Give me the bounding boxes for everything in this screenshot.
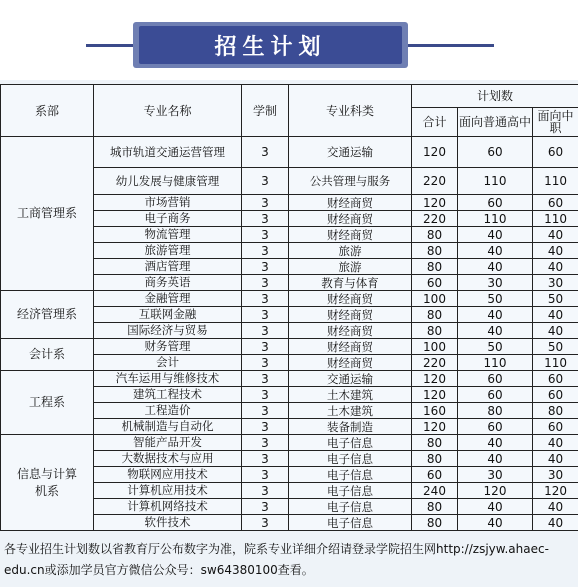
total-cell: 80 (412, 227, 458, 243)
years-cell: 3 (242, 387, 289, 403)
vocational-cell: 60 (533, 419, 578, 435)
vocational-cell: 60 (533, 137, 578, 168)
vocational-cell: 40 (533, 259, 578, 275)
category-cell: 旅游 (289, 259, 412, 275)
years-cell: 3 (242, 137, 289, 168)
total-cell: 120 (412, 195, 458, 211)
title-box (139, 26, 402, 64)
years-cell: 3 (242, 467, 289, 483)
years-cell: 3 (242, 515, 289, 531)
vocational-cell: 80 (533, 403, 578, 419)
major-cell: 旅游管理 (94, 243, 242, 259)
major-cell: 金融管理 (94, 291, 242, 307)
total-cell: 120 (412, 387, 458, 403)
department-cell: 信息与计算机系 (1, 435, 94, 531)
general-hs-cell: 60 (458, 387, 533, 403)
total-cell: 80 (412, 259, 458, 275)
department-cell: 工程系 (1, 371, 94, 435)
total-cell: 80 (412, 307, 458, 323)
years-cell: 3 (242, 435, 289, 451)
total-cell: 240 (412, 483, 458, 499)
general-hs-cell: 40 (458, 435, 533, 451)
total-cell: 220 (412, 168, 458, 195)
general-hs-cell: 40 (458, 323, 533, 339)
category-cell: 电子信息 (289, 515, 412, 531)
total-cell: 80 (412, 499, 458, 515)
header-general-hs: 面向普通高中 (458, 108, 533, 137)
total-cell: 220 (412, 211, 458, 227)
department-cell: 经济管理系 (1, 291, 94, 339)
major-cell: 财务管理 (94, 339, 242, 355)
years-cell: 3 (242, 291, 289, 307)
total-cell: 80 (412, 243, 458, 259)
years-cell: 3 (242, 211, 289, 227)
general-hs-cell: 60 (458, 195, 533, 211)
table-header-row (1, 85, 578, 108)
general-hs-cell: 110 (458, 355, 533, 371)
table-body (1, 137, 578, 531)
general-hs-cell: 60 (458, 371, 533, 387)
general-hs-cell: 40 (458, 227, 533, 243)
years-cell: 3 (242, 355, 289, 371)
general-hs-cell: 60 (458, 419, 533, 435)
header-plan: 计划数 (412, 85, 578, 108)
vocational-cell: 40 (533, 227, 578, 243)
vocational-cell: 40 (533, 515, 578, 531)
vocational-cell: 40 (533, 323, 578, 339)
major-cell: 市场营销 (94, 195, 242, 211)
category-cell: 交通运输 (289, 371, 412, 387)
major-cell: 幼儿发展与健康管理 (94, 168, 242, 195)
department-cell: 工商管理系 (1, 137, 94, 291)
vocational-cell: 110 (533, 211, 578, 227)
major-cell: 大数据技术与应用 (94, 451, 242, 467)
vocational-cell: 40 (533, 451, 578, 467)
vocational-cell: 60 (533, 195, 578, 211)
major-cell: 互联网金融 (94, 307, 242, 323)
total-cell: 220 (412, 355, 458, 371)
years-cell: 3 (242, 419, 289, 435)
general-hs-cell: 40 (458, 243, 533, 259)
total-cell: 80 (412, 451, 458, 467)
category-cell: 电子信息 (289, 499, 412, 515)
category-cell: 电子信息 (289, 451, 412, 467)
header-major: 专业名称 (94, 85, 242, 137)
category-cell: 财经商贸 (289, 339, 412, 355)
years-cell: 3 (242, 168, 289, 195)
enrollment-plan-table (0, 84, 578, 531)
banner-line-right (404, 44, 494, 47)
years-cell: 3 (242, 339, 289, 355)
years-cell: 3 (242, 323, 289, 339)
vocational-cell: 30 (533, 275, 578, 291)
major-cell: 物联网应用技术 (94, 467, 242, 483)
category-cell: 财经商贸 (289, 323, 412, 339)
page-title: 招生计划 (214, 34, 327, 60)
major-cell: 软件技术 (94, 515, 242, 531)
table-row (1, 371, 578, 387)
header-vocational: 面向中职 (533, 108, 578, 137)
general-hs-cell: 40 (458, 451, 533, 467)
years-cell: 3 (242, 227, 289, 243)
category-cell: 交通运输 (289, 137, 412, 168)
category-cell: 财经商贸 (289, 211, 412, 227)
years-cell: 3 (242, 259, 289, 275)
years-cell: 3 (242, 451, 289, 467)
total-cell: 80 (412, 515, 458, 531)
years-cell: 3 (242, 195, 289, 211)
footer-note: 各专业招生计划数以省教育厅公布数字为准，院系专业详细介绍请登录学院招生网http://zsjyw.ahaec-edu.cn或添加学员官方微信公众号：sw64380100查看。 (4, 542, 549, 577)
major-cell: 国际经济与贸易 (94, 323, 242, 339)
category-cell: 财经商贸 (289, 291, 412, 307)
total-cell: 100 (412, 339, 458, 355)
total-cell: 80 (412, 435, 458, 451)
years-cell: 3 (242, 483, 289, 499)
enrollment-table-wrap (0, 84, 578, 531)
major-cell: 会计 (94, 355, 242, 371)
general-hs-cell: 110 (458, 168, 533, 195)
major-cell: 物流管理 (94, 227, 242, 243)
category-cell: 财经商贸 (289, 227, 412, 243)
general-hs-cell: 30 (458, 275, 533, 291)
header-category: 专业科类 (289, 85, 412, 137)
major-cell: 智能产品开发 (94, 435, 242, 451)
table-row (1, 435, 578, 451)
category-cell: 土木建筑 (289, 403, 412, 419)
general-hs-cell: 50 (458, 291, 533, 307)
vocational-cell: 50 (533, 339, 578, 355)
vocational-cell: 40 (533, 307, 578, 323)
general-hs-cell: 50 (458, 339, 533, 355)
general-hs-cell: 40 (458, 307, 533, 323)
years-cell: 3 (242, 403, 289, 419)
header-years: 学制 (242, 85, 289, 137)
years-cell: 3 (242, 307, 289, 323)
years-cell: 3 (242, 499, 289, 515)
total-cell: 60 (412, 275, 458, 291)
category-cell: 财经商贸 (289, 195, 412, 211)
category-cell: 财经商贸 (289, 307, 412, 323)
vocational-cell: 40 (533, 243, 578, 259)
table-row (1, 137, 578, 168)
category-cell: 旅游 (289, 243, 412, 259)
vocational-cell: 50 (533, 291, 578, 307)
general-hs-cell: 40 (458, 259, 533, 275)
category-cell: 公共管理与服务 (289, 168, 412, 195)
total-cell: 160 (412, 403, 458, 419)
major-cell: 酒店管理 (94, 259, 242, 275)
major-cell: 计算机应用技术 (94, 483, 242, 499)
total-cell: 120 (412, 419, 458, 435)
major-cell: 建筑工程技术 (94, 387, 242, 403)
years-cell: 3 (242, 243, 289, 259)
vocational-cell: 40 (533, 435, 578, 451)
category-cell: 电子信息 (289, 483, 412, 499)
major-cell: 计算机网络技术 (94, 499, 242, 515)
vocational-cell: 60 (533, 387, 578, 403)
title-banner (0, 0, 578, 80)
table-row (1, 291, 578, 307)
total-cell: 80 (412, 323, 458, 339)
category-cell: 财经商贸 (289, 355, 412, 371)
total-cell: 60 (412, 467, 458, 483)
total-cell: 120 (412, 371, 458, 387)
major-cell: 电子商务 (94, 211, 242, 227)
general-hs-cell: 110 (458, 211, 533, 227)
major-cell: 城市轨道交通运营管理 (94, 137, 242, 168)
table-row (1, 339, 578, 355)
major-cell: 工程造价 (94, 403, 242, 419)
total-cell: 120 (412, 137, 458, 168)
header-total: 合计 (412, 108, 458, 137)
general-hs-cell: 30 (458, 467, 533, 483)
general-hs-cell: 80 (458, 403, 533, 419)
vocational-cell: 110 (533, 355, 578, 371)
category-cell: 土木建筑 (289, 387, 412, 403)
major-cell: 商务英语 (94, 275, 242, 291)
header-department: 系部 (1, 85, 94, 137)
general-hs-cell: 120 (458, 483, 533, 499)
category-cell: 电子信息 (289, 435, 412, 451)
general-hs-cell: 40 (458, 499, 533, 515)
major-cell: 机械制造与自动化 (94, 419, 242, 435)
general-hs-cell: 60 (458, 137, 533, 168)
vocational-cell: 60 (533, 371, 578, 387)
general-hs-cell: 40 (458, 515, 533, 531)
vocational-cell: 110 (533, 168, 578, 195)
total-cell: 100 (412, 291, 458, 307)
vocational-cell: 120 (533, 483, 578, 499)
vocational-cell: 30 (533, 467, 578, 483)
department-cell: 会计系 (1, 339, 94, 371)
category-cell: 装备制造 (289, 419, 412, 435)
vocational-cell: 40 (533, 499, 578, 515)
years-cell: 3 (242, 275, 289, 291)
category-cell: 电子信息 (289, 467, 412, 483)
category-cell: 教育与体育 (289, 275, 412, 291)
years-cell: 3 (242, 371, 289, 387)
major-cell: 汽车运用与维修技术 (94, 371, 242, 387)
